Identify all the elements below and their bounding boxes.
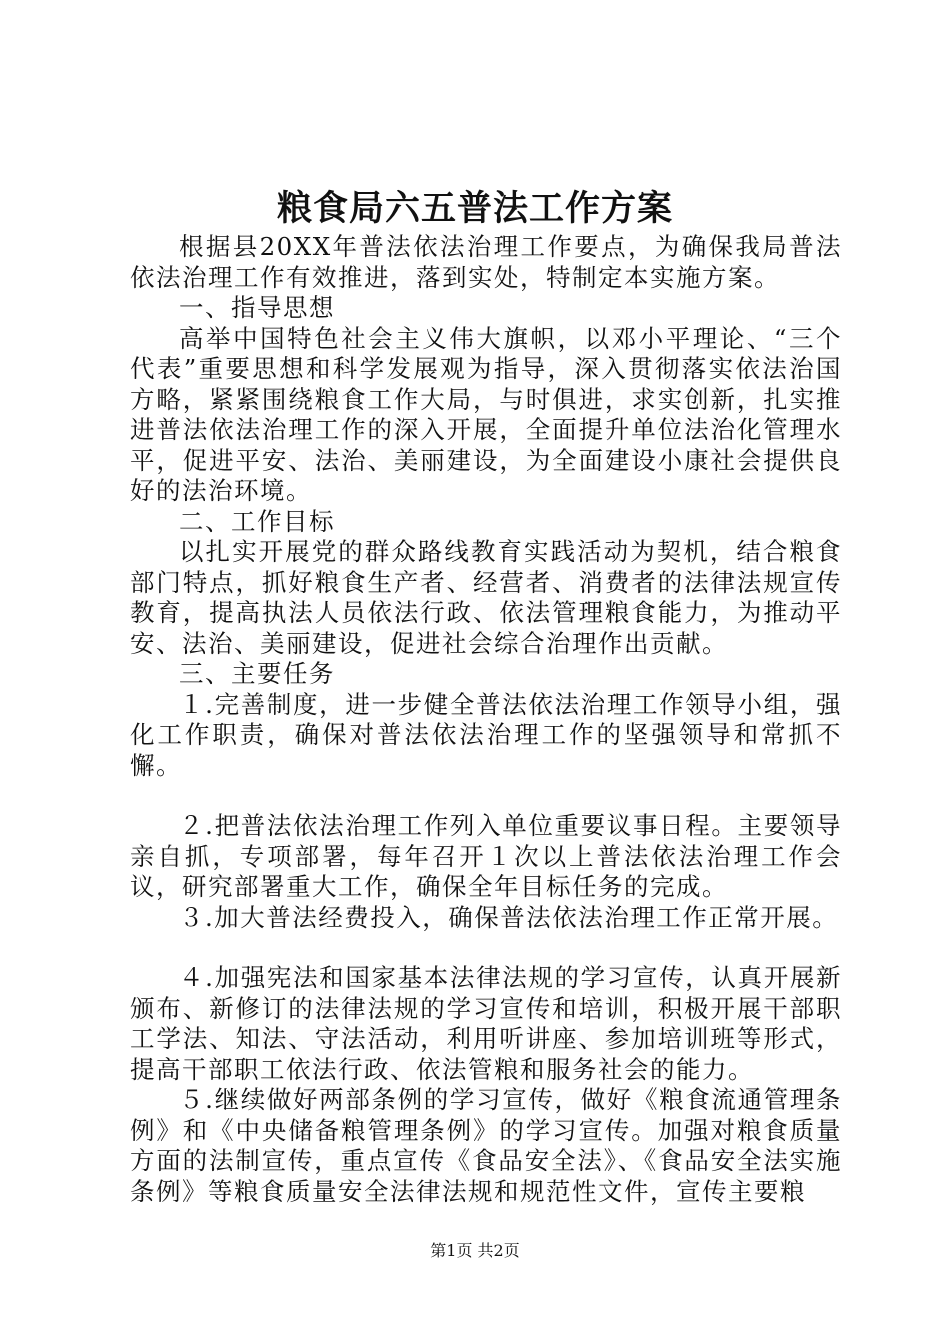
section-heading-main-tasks: 三、主要任务 <box>179 659 335 688</box>
task-item-5: ５.继续做好两部条例的学习宣传，做好《粮食流通管理条例》和《中央储备粮管理条例》的学习宣传。加强对粮食质量方面的法制宣传，重点宣传《食品安全法》、《食品安全法实施条例》等粮食质量安全法律法规和规范性文件，宣传主要粮 <box>130 1085 842 1206</box>
guiding-thought-paragraph: 高举中国特色社会主义伟大旗帜，以邓小平理论、“三个代表”重要思想和科学发展观为指导，深入贯彻落实依法治国方略，紧紧围绕粮食工作大局，与时俱进，求实创新，扎实推进普法依法治理工作的深入开展，全面提升单位法治化管理水平，促进平安、法治、美丽建设，为全面建设小康社会提供良好的法治环境。 <box>130 323 842 505</box>
document-body <box>130 232 842 1207</box>
blank-line <box>130 781 842 811</box>
task-item-3: ３.加大普法经费投入，确保普法依法治理工作正常开展。 <box>179 902 839 932</box>
section-heading-guiding-thought: 一、指导思想 <box>179 293 335 322</box>
section-heading-work-goals: 二、工作目标 <box>179 506 335 536</box>
task-item-4: ４.加强宪法和国家基本法律法规的学习宣传，认真开展新颁布、新修订的法律法规的学习宣传和培训，积极开展干部职工学法、知法、守法活动，利用听讲座、参加培训班等形式，提高干部职工依法行政、依法管粮和服务社会的能力。 <box>130 963 842 1084</box>
page-number-footer: 第1页 共2页 <box>430 1241 520 1260</box>
blank-line <box>130 933 842 963</box>
task-item-2: ２.把普法依法治理工作列入单位重要议事日程。主要领导亲自抓，专项部署，每年召开１次以上普法依法治理工作会议，研究部署重大工作，确保全年目标任务的完成。 <box>130 811 842 901</box>
intro-paragraph: 根据县20XX年普法依法治理工作要点，为确保我局普法依法治理工作有效推进，落到实处，特制定本实施方案。 <box>130 232 842 292</box>
work-goals-paragraph: 以扎实开展党的群众路线教育实践活动为契机，结合粮食部门特点，抓好粮食生产者、经营者、消费者的法律法规宣传教育，提高执法人员依法行政、依法管理粮食能力，为推动平安、法治、美丽建设，促进社会综合治理作出贡献。 <box>130 537 842 658</box>
task-item-1: １.完善制度，进一步健全普法依法治理工作领导小组，强化工作职责，确保对普法依法治理工作的坚强领导和常抓不懈。 <box>130 689 842 780</box>
document-title: 粮食局六五普法工作方案 <box>276 188 673 229</box>
